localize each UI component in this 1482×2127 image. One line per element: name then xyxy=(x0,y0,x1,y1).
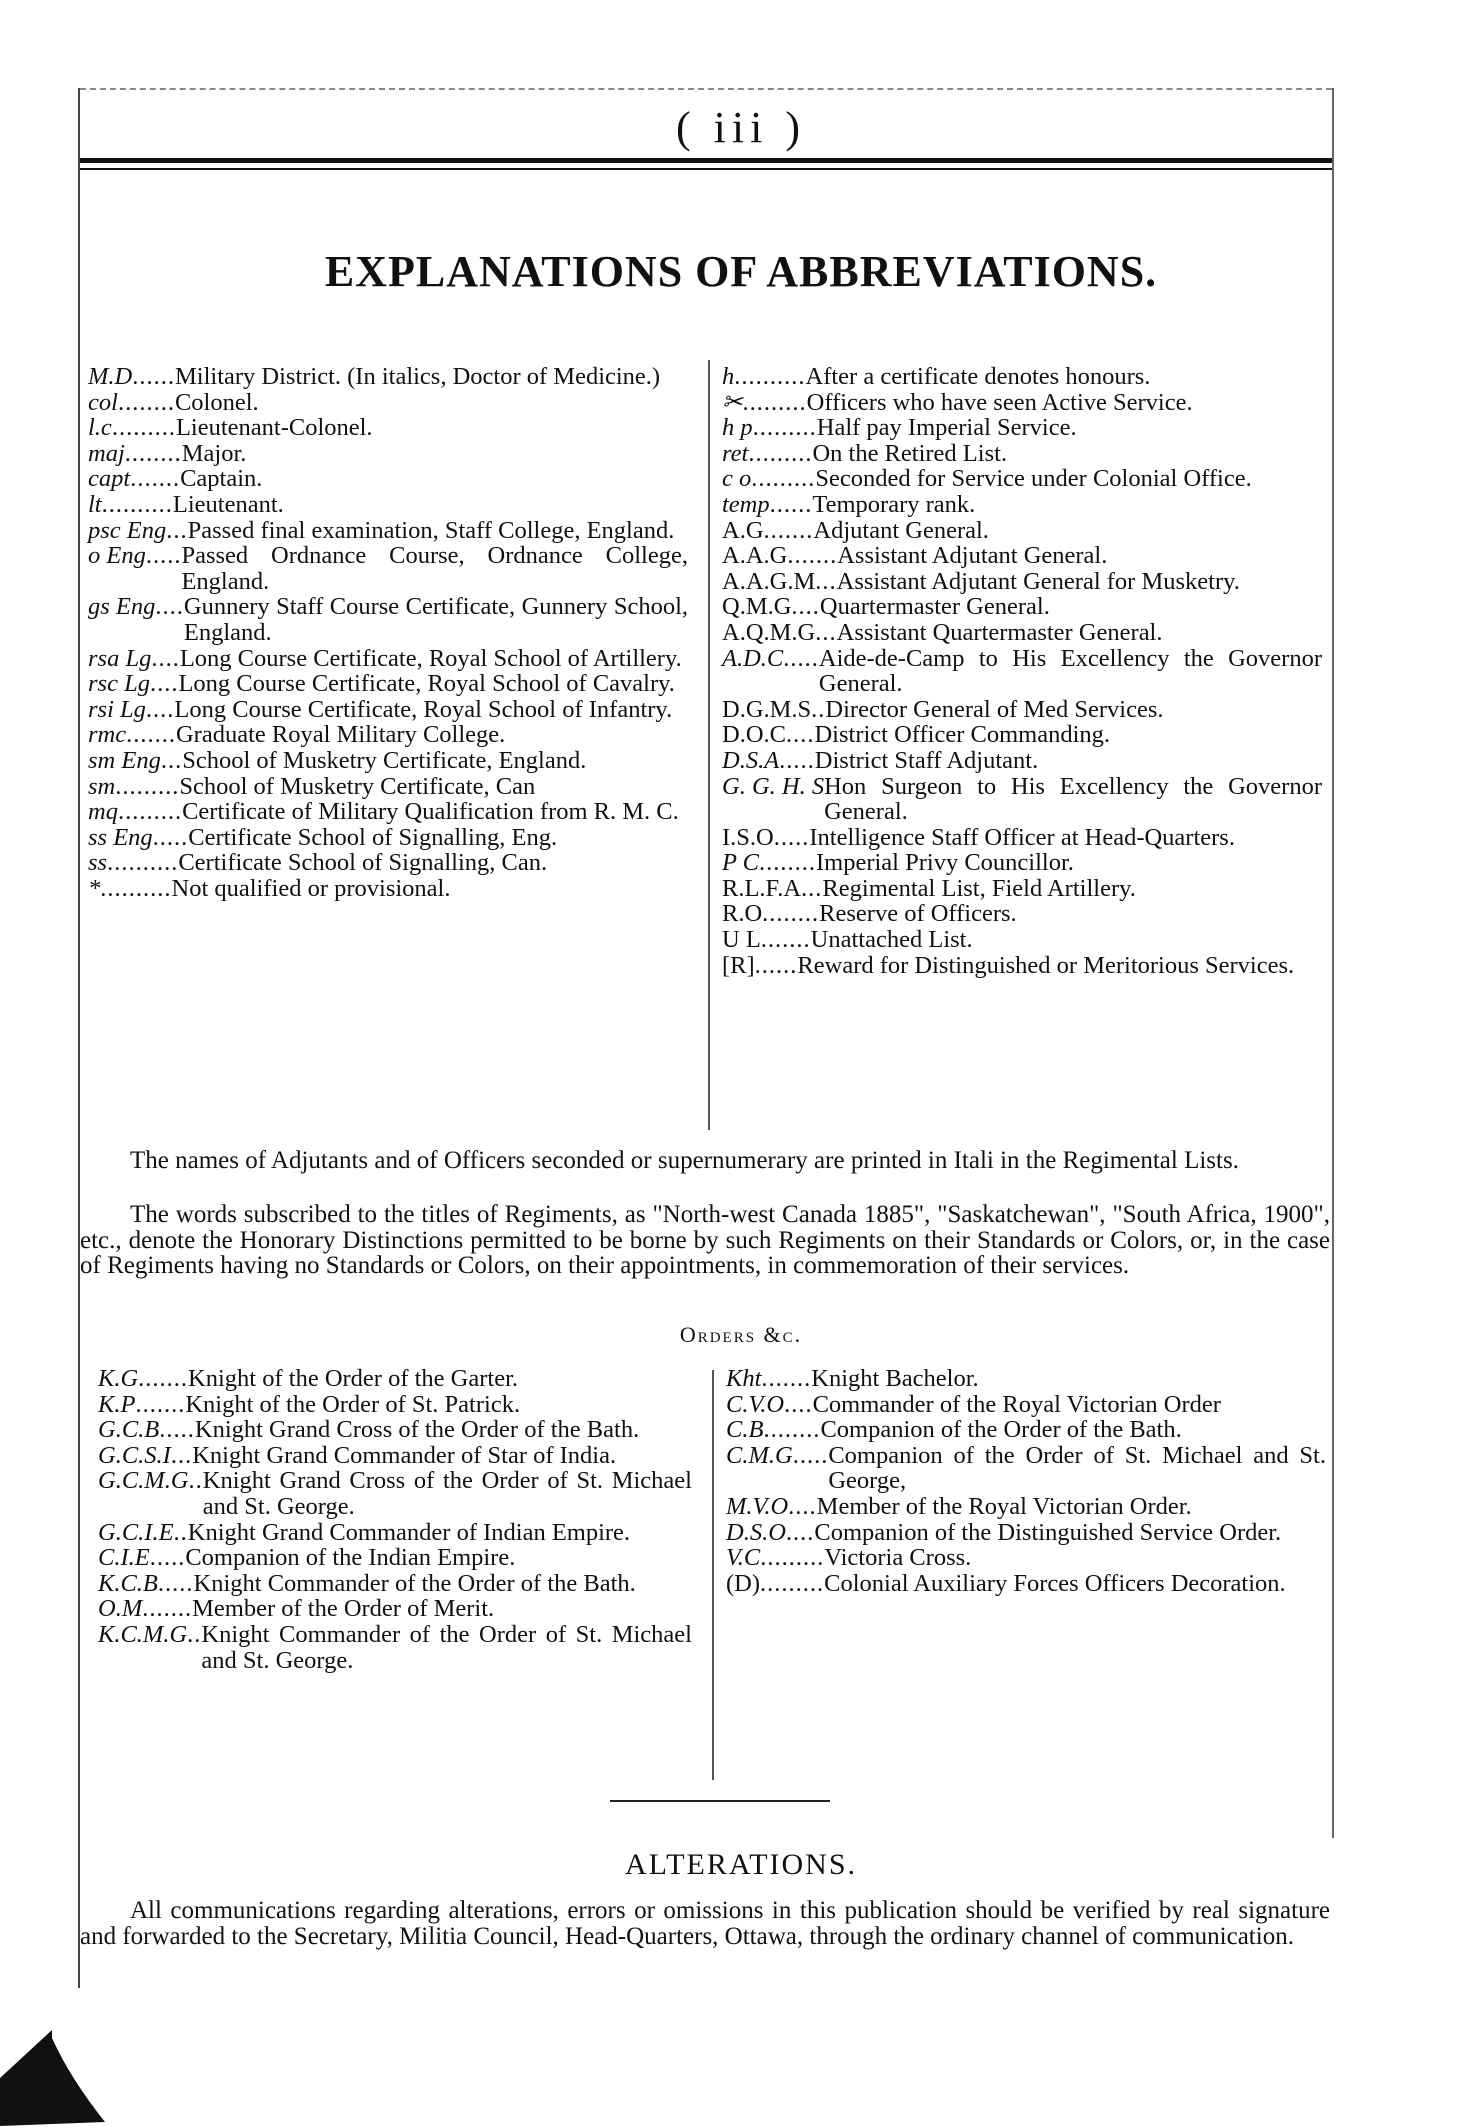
order-abbreviation: M.V.O xyxy=(726,1492,789,1520)
abbreviation-abbreviation: o Eng xyxy=(88,542,146,570)
abbreviation-abbreviation: h xyxy=(722,363,735,390)
abbreviation-definition: Aide-de-Camp to His Excellency the Governor General. xyxy=(818,644,1322,698)
abbreviation-entry xyxy=(722,953,1322,979)
abbreviation-leader-dots: ........ xyxy=(759,849,816,877)
abbreviation-definition: Major. xyxy=(181,439,247,467)
order-abbreviation: D.S.O xyxy=(726,1518,786,1546)
order-definition: Commander of the Royal Victorian Order xyxy=(812,1390,1221,1418)
abbreviation-definition: Graduate Royal Military College. xyxy=(175,721,506,749)
abbreviation-definition: Director General of Med Services. xyxy=(825,695,1164,723)
abbreviation-abbreviation: rsc Lg xyxy=(88,670,150,698)
abbreviation-abbreviation: mq xyxy=(88,798,118,826)
abbreviation-definition: After a certificate denotes honours. xyxy=(805,363,1151,390)
abbreviation-entry xyxy=(88,799,688,825)
alterations-note xyxy=(80,1898,1330,1949)
abbreviation-entry xyxy=(88,466,688,492)
order-definition: Victoria Cross. xyxy=(824,1544,972,1572)
abbreviation-leader-dots: ....... xyxy=(126,721,176,749)
abbreviation-entry xyxy=(722,415,1322,441)
abbreviation-leader-dots: ... xyxy=(815,567,837,595)
page-border-left xyxy=(78,88,80,1988)
abbreviation-entry xyxy=(722,620,1322,646)
abbreviation-abbreviation: capt xyxy=(88,465,131,493)
abbreviation-definition: Unattached List. xyxy=(810,926,973,954)
abbreviation-definition: Long Course Certificate, Royal School of Artillery. xyxy=(179,644,682,672)
order-entry xyxy=(726,1520,1326,1546)
abbreviation-abbreviation: col xyxy=(88,388,118,416)
order-definition: Knight Grand Commander of Indian Empire. xyxy=(187,1518,631,1546)
abbreviation-entry xyxy=(722,364,1322,390)
abbreviation-abbreviation: sm Eng xyxy=(88,746,161,774)
order-leader-dots: ......... xyxy=(760,1569,825,1597)
abbreviation-abbreviation: ✂ xyxy=(722,388,743,416)
abbreviation-definition: Assistant Adjutant General for Musketry. xyxy=(836,567,1240,595)
abbreviation-entry xyxy=(722,876,1322,902)
order-leader-dots: ... xyxy=(170,1441,193,1469)
abbreviation-leader-dots: .......... xyxy=(107,849,179,877)
abbreviation-entry xyxy=(88,850,688,876)
order-entry xyxy=(726,1417,1326,1443)
abbreviation-leader-dots: ... xyxy=(815,618,837,646)
order-definition: Member of the Order of Merit. xyxy=(192,1595,495,1623)
order-leader-dots: ....... xyxy=(142,1595,193,1623)
order-entry xyxy=(726,1571,1326,1597)
order-leader-dots: .... xyxy=(785,1518,815,1546)
abbreviation-entry xyxy=(722,927,1322,953)
section-rule xyxy=(610,1800,830,1802)
abbreviation-definition: Passed final examination, Staff College, England. xyxy=(187,516,675,544)
abbreviation-leader-dots: ... xyxy=(801,874,823,902)
abbreviation-abbreviation: R.L.F.A xyxy=(722,874,802,902)
order-abbreviation: K.G xyxy=(98,1365,139,1392)
abbreviation-abbreviation: G. G. H. S xyxy=(722,772,825,800)
order-abbreviation: C.V.O xyxy=(726,1390,785,1418)
abbreviation-entry xyxy=(722,441,1322,467)
order-leader-dots: ........ xyxy=(763,1416,821,1444)
abbreviation-definition: District Officer Commanding. xyxy=(814,721,1111,749)
order-definition: Knight Commander of the Order of the Bath. xyxy=(193,1569,636,1597)
distinctions-note-text: The words subscribed to the titles of Regiments, as "North-west Canada 1885", "Saskatchewan", "South Africa, 1900", etc., denote the Honorary Distinctions permitted to be borne by such Regiments on their Standards or Colors, or, in the case of Regiments having no Standards or Colors, on their appointments, in commemoration of their services. xyxy=(80,1201,1330,1279)
abbreviation-definition: Quartermaster General. xyxy=(819,593,1050,621)
abbreviation-entry xyxy=(88,671,688,697)
abbreviation-abbreviation: P C xyxy=(722,849,759,877)
abbreviation-abbreviation: U L xyxy=(722,926,761,954)
abbreviation-leader-dots: ..... xyxy=(779,746,815,774)
order-definition: Companion of the Order of the Bath. xyxy=(820,1416,1182,1444)
abbreviation-leader-dots: .......... xyxy=(734,363,806,390)
order-abbreviation: V.C xyxy=(726,1544,761,1572)
abbreviation-leader-dots: ......... xyxy=(742,388,807,416)
header-rule-thick xyxy=(80,158,1332,163)
order-entry xyxy=(98,1520,692,1546)
abbreviation-entry xyxy=(88,364,688,390)
order-leader-dots: ....... xyxy=(761,1365,812,1392)
abbreviation-definition: Gunnery Staff Course Certificate, Gunnery School, England. xyxy=(183,593,688,646)
abbreviation-entry xyxy=(88,774,688,800)
order-definition: Knight Commander of the Order of St. Michael and St. George. xyxy=(201,1620,692,1674)
abbreviation-abbreviation: rsa Lg xyxy=(88,644,152,672)
order-definition: Companion of the Distinguished Service Order. xyxy=(814,1518,1282,1546)
abbreviation-leader-dots: .... xyxy=(785,721,815,749)
abbreviation-entry xyxy=(722,466,1322,492)
order-definition: Knight Bachelor. xyxy=(811,1365,979,1392)
order-definition: Member of the Royal Victorian Order. xyxy=(816,1492,1192,1520)
abbreviation-leader-dots: .... xyxy=(151,644,180,672)
order-definition: Colonial Auxiliary Forces Officers Decoration. xyxy=(824,1569,1286,1597)
abbreviation-entry xyxy=(88,415,688,441)
abbreviation-entry xyxy=(722,594,1322,620)
abbreviation-abbreviation: maj xyxy=(88,439,125,467)
order-definition: Knight Grand Commander of Star of India. xyxy=(192,1441,617,1469)
abbreviation-definition: Lieutenant-Colonel. xyxy=(175,414,373,442)
orders-column-divider xyxy=(712,1370,714,1780)
abbreviation-definition: Captain. xyxy=(180,465,263,493)
abbreviation-leader-dots: ....... xyxy=(760,926,811,954)
abbreviation-definition: Military District. (In italics, Doctor of Medicine.) xyxy=(174,363,661,390)
abbreviation-leader-dots: ...... xyxy=(754,951,798,979)
abbreviation-entry xyxy=(88,748,688,774)
abbreviation-entry xyxy=(88,722,688,748)
abbreviation-leader-dots: ...... xyxy=(132,363,175,390)
abbreviations-right-column xyxy=(722,364,1322,978)
order-entry xyxy=(98,1596,692,1622)
order-abbreviation: G.C.I.E xyxy=(98,1518,174,1546)
abbreviation-entry xyxy=(88,441,688,467)
abbreviation-leader-dots: ......... xyxy=(111,414,176,442)
order-entry xyxy=(726,1443,1326,1494)
abbreviation-entry xyxy=(722,569,1322,595)
alterations-note-text: All communications regarding alterations, errors or omissions in this publication should be verified by real signature and forwarded to the Secretary, Militia Council, Head-Quarters, Ottawa, through the ordinary channel of communication. xyxy=(80,1897,1330,1950)
abbreviation-leader-dots: ..... xyxy=(773,823,810,851)
abbreviation-abbreviation: Q.M.G xyxy=(722,593,792,621)
column-divider xyxy=(708,360,710,1130)
order-entry xyxy=(726,1545,1326,1571)
abbreviation-abbreviation: * xyxy=(88,874,101,902)
header-rule-thin xyxy=(80,168,1332,170)
abbreviation-leader-dots: .... xyxy=(155,593,184,621)
abbreviation-entry xyxy=(722,748,1322,774)
abbreviation-abbreviation: temp xyxy=(722,490,770,518)
abbreviation-definition: Lieutenant. xyxy=(172,490,284,518)
abbreviation-definition: Adjutant General. xyxy=(813,516,989,544)
abbreviation-definition: Certificate of Military Qualification from R. M. C. xyxy=(182,798,679,826)
order-leader-dots: ..... xyxy=(149,1544,186,1572)
abbreviation-abbreviation: D.S.A xyxy=(722,746,780,774)
abbreviation-abbreviation: ret xyxy=(722,439,749,467)
abbreviation-leader-dots: .......... xyxy=(101,490,173,518)
distinctions-note xyxy=(80,1202,1330,1279)
order-abbreviation: G.C.M.G xyxy=(98,1467,189,1495)
abbreviation-leader-dots: ....... xyxy=(787,542,838,570)
orders-right-column xyxy=(726,1366,1326,1596)
abbreviation-abbreviation: A.A.G.M xyxy=(722,567,816,595)
order-abbreviation: G.C.B xyxy=(98,1416,160,1444)
order-leader-dots: ......... xyxy=(760,1544,825,1572)
abbreviation-abbreviation: D.O.C xyxy=(722,721,786,749)
page-number: ( iii ) xyxy=(676,103,806,152)
abbreviation-definition: Assistant Adjutant General. xyxy=(837,542,1108,570)
order-abbreviation: C.B xyxy=(726,1416,764,1444)
order-entry xyxy=(98,1392,692,1418)
order-definition: Knight Grand Cross of the Order of the Bath. xyxy=(194,1416,640,1444)
abbreviation-abbreviation: psc Eng xyxy=(88,516,167,544)
order-entry xyxy=(726,1494,1326,1520)
order-leader-dots: .. xyxy=(173,1518,188,1546)
abbreviation-entry xyxy=(88,825,688,851)
abbreviation-leader-dots: ......... xyxy=(117,798,183,826)
order-leader-dots: .... xyxy=(788,1492,817,1520)
abbreviation-abbreviation: A.D.C xyxy=(722,644,784,672)
abbreviation-definition: Temporary rank. xyxy=(812,490,976,518)
abbreviation-leader-dots: ..... xyxy=(145,542,182,570)
abbreviation-abbreviation: c o xyxy=(722,465,752,493)
abbreviation-entry xyxy=(88,390,688,416)
abbreviation-leader-dots: ....... xyxy=(763,516,814,544)
abbreviation-definition: District Staff Adjutant. xyxy=(814,746,1039,774)
abbreviation-leader-dots: ... xyxy=(166,516,188,544)
abbreviation-abbreviation: R.O xyxy=(722,900,763,928)
page-title: EXPLANATIONS OF ABBREVIATIONS. xyxy=(324,247,1158,296)
abbreviation-definition: Not qualified or provisional. xyxy=(171,874,451,902)
order-entry xyxy=(98,1468,692,1519)
abbreviation-leader-dots: ........ xyxy=(124,439,182,467)
order-definition: Knight of the Order of St. Patrick. xyxy=(185,1390,521,1418)
abbreviation-definition: Colonel. xyxy=(174,388,259,416)
abbreviation-entry xyxy=(722,492,1322,518)
abbreviation-definition: Officers who have seen Active Service. xyxy=(806,388,1193,416)
abbreviation-entry xyxy=(722,901,1322,927)
abbreviation-definition: Hon Surgeon to His Excellency the Governor General. xyxy=(824,772,1322,826)
abbreviation-leader-dots: .... xyxy=(149,670,179,698)
adjutants-note-text: The names of Adjutants and of Officers seconded or supernumerary are printed in Itali in the Regimental Lists. xyxy=(130,1147,1239,1174)
adjutants-note xyxy=(80,1148,1330,1174)
abbreviation-entry xyxy=(722,646,1322,697)
abbreviation-leader-dots: ... xyxy=(160,746,183,774)
order-entry xyxy=(98,1622,692,1673)
order-abbreviation: (D) xyxy=(726,1569,761,1597)
abbreviation-entry xyxy=(88,697,688,723)
abbreviation-leader-dots: ..... xyxy=(152,823,189,851)
page-tab-shape xyxy=(0,2030,105,2126)
abbreviation-definition: Passed Ordnance Course, Ordnance College, England. xyxy=(181,542,688,595)
abbreviation-abbreviation: A.A.G xyxy=(722,542,788,570)
abbreviation-leader-dots: ......... xyxy=(748,439,813,467)
abbreviation-abbreviation: ss Eng xyxy=(88,823,153,851)
abbreviation-leader-dots: ......... xyxy=(752,414,817,442)
abbreviation-leader-dots: .......... xyxy=(100,874,172,902)
abbreviation-abbreviation: D.G.M.S xyxy=(722,695,812,723)
abbreviation-abbreviation: ss xyxy=(88,849,108,877)
abbreviation-leader-dots: .... xyxy=(791,593,820,621)
abbreviation-definition: Assistant Quartermaster General. xyxy=(836,618,1163,646)
abbreviation-entry xyxy=(722,774,1322,825)
order-definition: Companion of the Indian Empire. xyxy=(185,1544,516,1572)
abbreviation-definition: Intelligence Staff Officer at Head-Quarters. xyxy=(809,823,1235,851)
abbreviation-leader-dots: ......... xyxy=(115,772,180,800)
abbreviation-definition: Reserve of Officers. xyxy=(819,900,1017,928)
order-abbreviation: O.M xyxy=(98,1595,143,1623)
abbreviation-definition: Imperial Privy Councillor. xyxy=(816,849,1074,877)
abbreviation-entry xyxy=(88,876,688,902)
order-leader-dots: ..... xyxy=(157,1569,194,1597)
order-leader-dots: ..... xyxy=(792,1441,829,1469)
abbreviation-abbreviation: M.D xyxy=(88,363,133,390)
order-entry xyxy=(726,1392,1326,1418)
order-abbreviation: K.P xyxy=(98,1390,136,1418)
abbreviation-definition: Certificate School of Signalling, Can. xyxy=(178,849,548,877)
abbreviation-abbreviation: I.S.O xyxy=(722,823,774,851)
abbreviation-entry xyxy=(722,518,1322,544)
orders-left-column xyxy=(98,1366,692,1673)
abbreviation-leader-dots: .... xyxy=(145,695,175,723)
abbreviation-abbreviation: rsi Lg xyxy=(88,695,146,723)
order-definition: Knight of the Order of the Garter. xyxy=(188,1365,519,1392)
order-abbreviation: K.C.B xyxy=(98,1569,158,1597)
abbreviation-leader-dots: ...... xyxy=(769,490,813,518)
abbreviation-entry xyxy=(722,825,1322,851)
abbreviation-leader-dots: ..... xyxy=(783,644,819,672)
abbreviation-abbreviation: rmc xyxy=(88,721,127,749)
alterations-heading: ALTERATIONS. xyxy=(624,1848,858,1881)
abbreviation-entry xyxy=(722,722,1322,748)
abbreviation-entry xyxy=(722,390,1322,416)
order-entry xyxy=(98,1571,692,1597)
page-tab-marker xyxy=(0,2030,110,2127)
abbreviation-definition: Long Course Certificate, Royal School of Infantry. xyxy=(174,695,673,723)
abbreviation-entry xyxy=(722,543,1322,569)
abbreviation-entry xyxy=(88,518,688,544)
abbreviation-abbreviation: l.c xyxy=(88,414,112,442)
order-abbreviation: K.C.M.G xyxy=(98,1620,188,1648)
abbreviation-entry xyxy=(722,697,1322,723)
abbreviation-leader-dots: .. xyxy=(811,695,826,723)
order-entry xyxy=(98,1443,692,1469)
order-entry xyxy=(98,1545,692,1571)
order-leader-dots: ..... xyxy=(159,1416,195,1444)
abbreviation-entry xyxy=(88,646,688,672)
abbreviations-left-column xyxy=(88,364,688,901)
abbreviation-leader-dots: ......... xyxy=(751,465,816,493)
abbreviation-leader-dots: ........ xyxy=(762,900,820,928)
abbreviation-entry xyxy=(722,850,1322,876)
abbreviation-definition: Regimental List, Field Artillery. xyxy=(822,874,1136,902)
order-leader-dots: .... xyxy=(784,1390,813,1418)
abbreviation-definition: On the Retired List. xyxy=(812,439,1008,467)
abbreviation-definition: School of Musketry Certificate, Can xyxy=(179,772,536,800)
orders-heading: Orders &c. xyxy=(679,1322,803,1347)
abbreviation-entry xyxy=(88,594,688,645)
abbreviation-definition: Seconded for Service under Colonial Office. xyxy=(815,465,1252,493)
abbreviation-abbreviation: A.Q.M.G xyxy=(722,618,816,646)
order-entry xyxy=(98,1366,692,1392)
abbreviation-leader-dots: ....... xyxy=(130,465,181,493)
order-entry xyxy=(726,1366,1326,1392)
order-leader-dots: .. xyxy=(188,1467,203,1495)
order-leader-dots: .. xyxy=(187,1620,202,1648)
order-abbreviation: C.I.E xyxy=(98,1544,150,1572)
order-leader-dots: ....... xyxy=(138,1365,189,1392)
abbreviation-definition: Half pay Imperial Service. xyxy=(816,414,1077,442)
abbreviation-leader-dots: ........ xyxy=(117,388,175,416)
page-border-top xyxy=(80,88,1332,90)
abbreviation-definition: Long Course Certificate, Royal School of Cavalry. xyxy=(178,670,675,698)
abbreviation-definition: School of Musketry Certificate, England. xyxy=(182,746,587,774)
abbreviation-abbreviation: sm xyxy=(88,772,116,800)
order-definition: Knight Grand Cross of the Order of St. Michael and St. George. xyxy=(202,1467,692,1520)
abbreviation-abbreviation: lt xyxy=(88,490,102,518)
abbreviation-entry xyxy=(88,492,688,518)
abbreviation-abbreviation: A.G xyxy=(722,516,764,544)
order-abbreviation: C.M.G xyxy=(726,1441,793,1469)
abbreviation-abbreviation: h p xyxy=(722,414,753,442)
order-abbreviation: G.C.S.I xyxy=(98,1441,171,1469)
order-entry xyxy=(98,1417,692,1443)
order-abbreviation: Kht xyxy=(726,1365,762,1392)
abbreviation-definition: Certificate School of Signalling, Eng. xyxy=(188,823,558,851)
abbreviation-entry xyxy=(88,543,688,594)
abbreviation-abbreviation: gs Eng xyxy=(88,593,156,621)
abbreviation-abbreviation: [R] xyxy=(722,951,755,979)
abbreviation-definition: Reward for Distinguished or Meritorious Services. xyxy=(797,951,1295,979)
order-definition: Companion of the Order of St. Michael and St. George, xyxy=(828,1441,1326,1495)
page-border-right xyxy=(1332,88,1334,1838)
order-leader-dots: ....... xyxy=(135,1390,186,1418)
